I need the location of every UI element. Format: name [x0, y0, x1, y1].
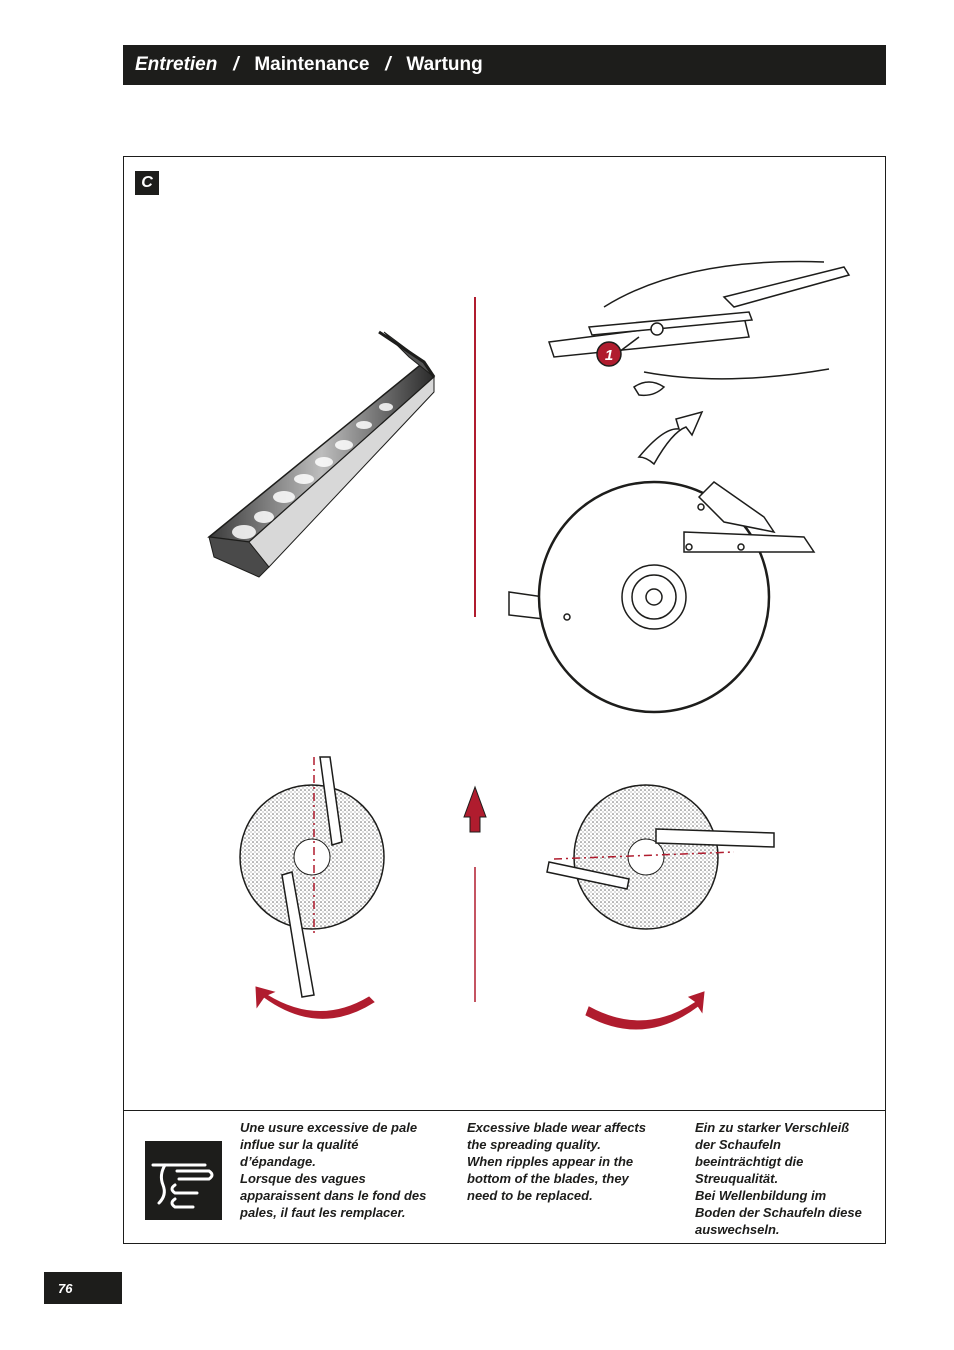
note-de-line2: Bei Wellenbildung im Boden der Schaufeln diese auswechseln. [695, 1188, 862, 1237]
worn-blade-image [209, 332, 434, 577]
note-de [695, 1119, 870, 1238]
note-fr-line1: Une usure excessive de pale influe sur la qualité d’épandage. [240, 1120, 418, 1169]
callout-number: 1 [604, 347, 614, 364]
note-en-line2: When ripples appear in the bottom of the blades, they need to be replaced. [467, 1154, 634, 1203]
disc-right [547, 785, 774, 929]
note-fr [240, 1119, 430, 1221]
note-en [467, 1119, 647, 1204]
blade-mount-detail [549, 262, 849, 396]
rotation-arrow-right [586, 992, 704, 1029]
page-number: 76 [44, 1272, 122, 1304]
header-title-en: Maintenance [254, 54, 370, 75]
blade-illustration [124, 157, 885, 1109]
callout-badge [597, 342, 621, 366]
header-title-de: Wartung [406, 54, 483, 75]
disc-left [240, 757, 384, 997]
header-title-fr: Entretien [135, 54, 218, 75]
header-separator: / [233, 54, 239, 75]
spreader-disc [509, 482, 814, 712]
note-fr-line2: Lorsque des vagues apparaissent dans le fond des pales, il faut les remplacer. [240, 1171, 427, 1220]
note-de-line1: Ein zu starker Verschleiß der Schaufeln beeinträchtigt die Streuqualität. [695, 1120, 850, 1186]
curved-arrow [639, 412, 702, 464]
center-arrow-up [464, 787, 486, 1002]
rotation-arrow-left [256, 987, 374, 1018]
header-separator: / [385, 54, 391, 75]
page-header [123, 45, 886, 85]
frame-divider [123, 1110, 886, 1111]
section-label: C [135, 171, 159, 195]
note-en-line1: Excessive blade wear affects the spreading quality. [467, 1120, 646, 1152]
note-hand-icon [145, 1141, 222, 1220]
